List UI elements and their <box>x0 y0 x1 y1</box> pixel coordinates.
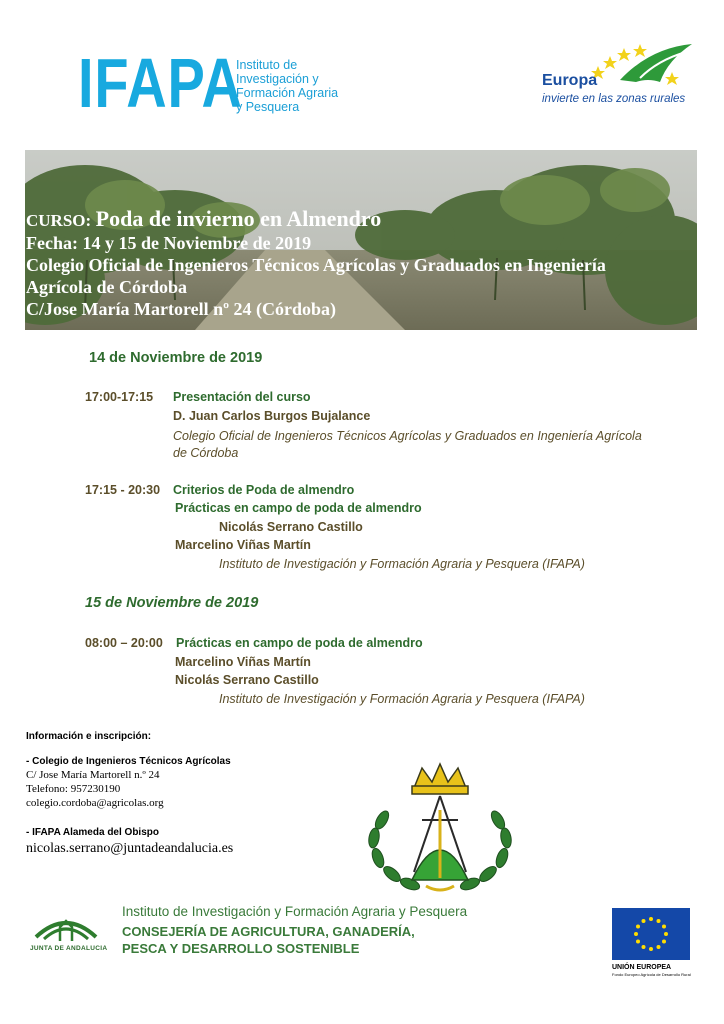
contact-colegio-name: - Colegio de Ingenieros Técnicos Agrícolas <box>26 756 231 767</box>
contact-ifapa-email[interactable]: nicolas.serrano@juntadeandalucia.es <box>26 841 234 856</box>
session-time: 17:00-17:15 <box>85 390 154 404</box>
europa-slogan: invierte en las zonas rurales <box>542 93 686 105</box>
eu-fund-label: Fondo Europeo Agrícola de Desarrollo Rural <box>612 972 691 977</box>
session-institution <box>173 428 683 462</box>
course-venue-line1: Colegio Oficial de Ingenieros Técnicos Agrícolas y Graduados en Ingeniería <box>26 255 606 275</box>
europa-word: Europa <box>542 72 598 89</box>
ifapa-name-line: Instituto de <box>236 58 298 72</box>
session-speaker: D. Juan Carlos Burgos Bujalance <box>173 409 371 423</box>
session-time: 08:00 – 20:00 <box>85 636 163 650</box>
ifapa-name-line: Investigación y <box>236 72 319 86</box>
footer-institute: Instituto de Investigación y Formación Agraria y Pesquera <box>122 904 468 919</box>
session-title: Criterios de Poda de almendro <box>173 483 355 497</box>
eu-label: UNIÓN EUROPEA <box>612 964 672 971</box>
institution-line: de Córdoba <box>173 446 239 460</box>
ifapa-full-name <box>236 58 338 114</box>
session-speaker: Nicolás Serrano Castillo <box>219 520 363 534</box>
ifapa-name-line: y Pesquera <box>236 100 300 114</box>
course-banner-text <box>26 208 606 320</box>
contact-colegio-address: C/ Jose María Martorell n.º 24 <box>26 769 160 781</box>
eu-flag-icon <box>612 908 690 960</box>
course-label: CURSO: <box>26 211 92 230</box>
session-institution: Instituto de Investigación y Formación Agraria y Pesquera (IFAPA) <box>219 692 585 706</box>
contact-ifapa-name: - IFAPA Alameda del Obispo <box>26 827 159 838</box>
session-time: 17:15 - 20:30 <box>85 483 161 497</box>
session-institution: Instituto de Investigación y Formación Agraria y Pesquera (IFAPA) <box>219 557 585 571</box>
ifapa-name-line: Formación Agraria <box>236 86 339 100</box>
course-date: Fecha: 14 y 15 de Noviembre de 2019 <box>26 233 312 253</box>
session-speaker: Marcelino Viñas Martín <box>175 538 311 552</box>
consejeria-line: PESCA Y DESARROLLO SOSTENIBLE <box>122 941 360 956</box>
institution-line: Colegio Oficial de Ingenieros Técnicos Agrícolas y Graduados en Ingeniería Agrícola <box>173 429 642 443</box>
colegio-crest-emblem <box>352 760 528 900</box>
info-heading: Información e inscripción: <box>26 731 152 742</box>
course-title-line <box>26 208 606 232</box>
day1-title: 14 de Noviembre de 2019 <box>89 350 263 366</box>
session-title: Presentación del curso <box>173 390 311 404</box>
consejeria-line: CONSEJERÍA DE AGRICULTURA, GANADERÍA, <box>122 924 415 939</box>
course-address: C/Jose María Martorell nº 24 (Córdoba) <box>26 299 337 319</box>
course-title: Poda de invierno en Almendro <box>95 206 382 231</box>
junta-andalucia-label: JUNTA DE ANDALUCIA <box>30 945 108 952</box>
ifapa-logo: IFAPA <box>78 44 243 122</box>
course-venue-line2: Agrícola de Córdoba <box>26 277 187 297</box>
contact-colegio-email[interactable]: colegio.cordoba@agricolas.org <box>26 797 164 809</box>
contact-colegio-phone: Telefono: 957230190 <box>26 783 121 795</box>
session-speaker: Marcelino Viñas Martín <box>175 655 311 669</box>
session-title: Prácticas en campo de poda de almendro <box>176 636 423 650</box>
session-subtitle: Prácticas en campo de poda de almendro <box>175 501 422 515</box>
footer-consejeria <box>122 923 415 957</box>
day2-title: 15 de Noviembre de 2019 <box>85 595 259 611</box>
session-speaker: Nicolás Serrano Castillo <box>175 673 319 687</box>
